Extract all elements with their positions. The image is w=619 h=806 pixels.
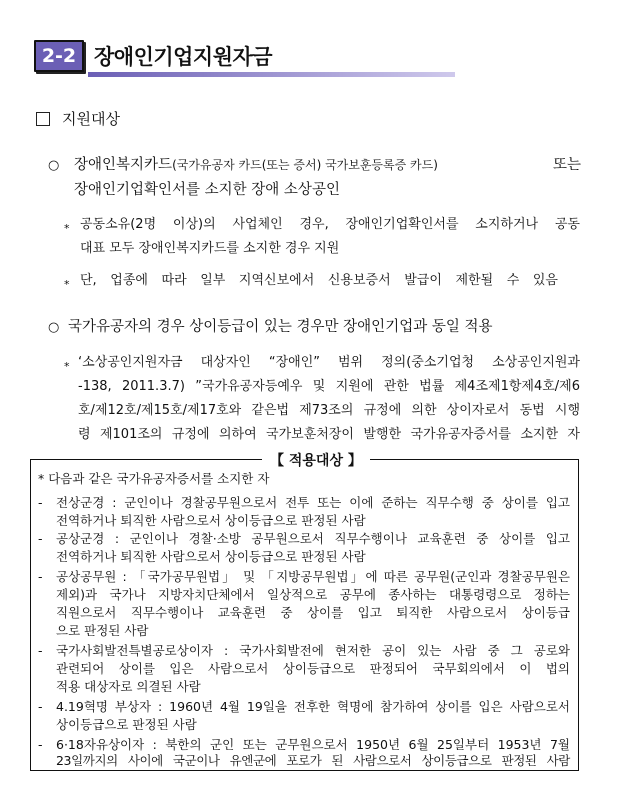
note3-line3: 호/제12호/제15호/제17호와 같은법 제73조의 규정에 의한 상이자로서 동법 시행 xyxy=(78,403,580,418)
dash-bullet: - xyxy=(38,495,43,510)
checkbox-square-icon xyxy=(36,112,50,126)
item1-line2: 장애인기업확인서를 소지한 장애 소상공인 xyxy=(74,182,340,198)
note1-line1: 공동소유(2명 이상)의 사업체인 경우, 장애인기업확인서를 소지하거나 공동 xyxy=(80,217,580,232)
entry6-line2: 23일까지의 사이에 국군이나 유엔군에 포로가 된 사람으로서 상이등급으로 판정된 사람 xyxy=(56,753,570,768)
item1-line1 xyxy=(74,152,581,178)
entry1-line2: 전역하거나 퇴직한 사람으로서 상이등급으로 판정된 사람 xyxy=(56,513,366,528)
circle-bullet-icon: ○ xyxy=(48,158,60,173)
note3-line1: ‘소상공인지원자금 대상자인 “장애인” 범위 정의(중소기업청 소상공인지원과 xyxy=(78,355,580,370)
entry1-line1: 전상군경 : 군인이나 경찰공무원으로서 전투 또는 이에 준하는 직무수행 중 상이를 입고 xyxy=(56,495,570,510)
dash-bullet: - xyxy=(38,699,43,714)
note3-line2: -138, 2011.3.7) ”국가유공자등예우 및 지원에 관한 법률 제4조제1항제4호/제6 xyxy=(78,379,580,394)
item2-text: 국가유공자의 경우 상이등급이 있는 경우만 장애인기업과 동일 적용 xyxy=(68,319,493,335)
dash-bullet: - xyxy=(38,643,43,658)
entry3-line4: 으로 판정된 사람 xyxy=(56,623,149,638)
item1-small: (국가유공자 카드(또는 증서) 국가보훈등록증 카드) xyxy=(172,158,438,172)
dash-bullet: - xyxy=(38,531,43,546)
dash-bullet: - xyxy=(38,569,43,584)
entry2-line2: 전역하거나 퇴직한 사람으로서 상이등급으로 판정된 사람 xyxy=(56,549,366,564)
page-title: 장애인기업지원자금 xyxy=(94,45,273,69)
dash-bullet: - xyxy=(38,737,43,752)
section-number-badge: 2-2 xyxy=(34,40,84,72)
note3-line4: 령 제101조의 규정에 의하여 국가보훈처장이 발행한 국가유공자증서를 소지한 자 xyxy=(78,427,580,442)
note1-line2: 대표 모두 장애인복지카드를 소지한 경우 지원 xyxy=(80,241,340,256)
entry4-line1: 국가사회발전특별공로상이자 : 국가사회발전에 현저한 공이 있는 사람 중 그 공로와 xyxy=(56,643,570,658)
note-star-icon: * xyxy=(64,222,70,235)
entry5-line1: 4.19혁명 부상자 : 1960년 4월 19일을 전후한 혁명에 참가하여 상이를 입은 사람으로서 xyxy=(56,699,570,714)
entry3-line2: 제외)과 국가나 지방자치단체에서 일상적으로 공무에 종사하는 대통령령으로 정하는 xyxy=(56,587,570,602)
section-header xyxy=(34,40,272,72)
note-star-icon: * xyxy=(64,360,70,373)
item1-end: 또는 xyxy=(552,157,581,173)
entry3-line1: 공상공무원 : 「국가공무원법」 및 「지방공무원법」에 따른 공무원(군인과 경찰공무원은 xyxy=(56,569,570,584)
note-star-icon: * xyxy=(64,278,70,291)
section-heading xyxy=(36,108,120,129)
title-underline xyxy=(88,72,455,77)
box-title: 【 적용대상 】 xyxy=(262,450,370,470)
entry4-line2: 관련되어 상이를 입은 사람으로서 상이등급으로 판정되어 국무회의에서 이 법의 xyxy=(56,661,570,676)
entry6-line1: 6·18자유상이자 : 북한의 군인 또는 군무원으로서 1950년 6월 25일부터 1953년 7월 xyxy=(56,737,570,752)
section-label: 지원대상 xyxy=(62,110,120,128)
entry4-line3: 적용 대상자로 의결된 사람 xyxy=(56,679,201,694)
entry2-line1: 공상군경 : 군인이나 경찰·소방 공무원으로서 직무수행이나 교육훈련 중 상이를 입고 xyxy=(56,531,570,546)
note2-line1: 단, 업종에 따라 일부 지역신보에서 신용보증서 발급이 제한될 수 있음 xyxy=(80,273,558,288)
circle-bullet-icon: ○ xyxy=(48,320,60,335)
entry5-line2: 상이등급으로 판정된 사람 xyxy=(56,717,197,732)
item1-main: 장애인복지카드 xyxy=(74,157,173,173)
box-intro: * 다음과 같은 국가유공자증서를 소지한 자 xyxy=(38,471,270,486)
entry3-line3: 직원으로서 직무수행이나 교육훈련 중 상이를 입고 퇴직한 사람으로서 상이등급 xyxy=(56,605,570,620)
